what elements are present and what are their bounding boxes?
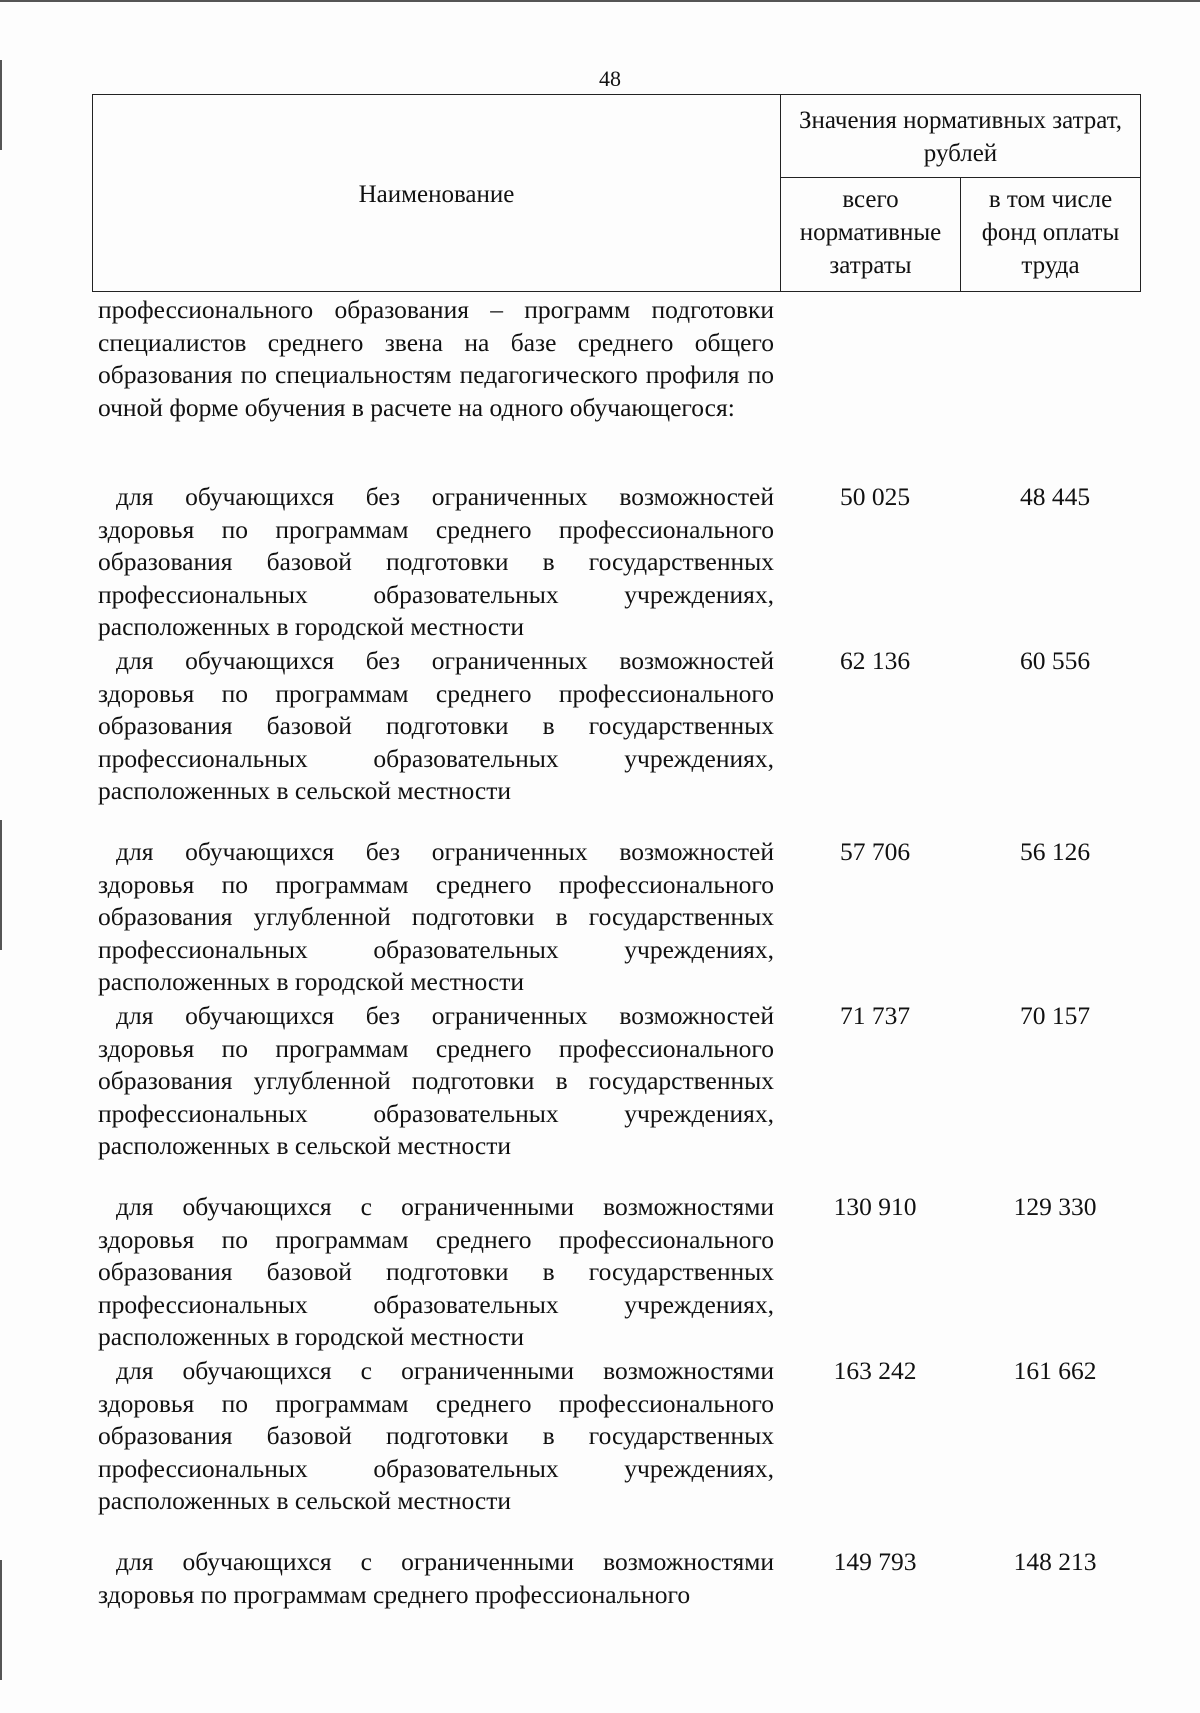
row-total-value: 62 136 [839, 646, 911, 675]
row-total-value: 71 737 [839, 1001, 911, 1030]
row-wage-value: 60 556 [1019, 646, 1091, 675]
row-total-value: 163 242 [833, 1356, 917, 1385]
row-description: для обучающихся с ограниченными возможностями здоровья по программам среднего профессионального [98, 1547, 774, 1609]
scan-edge-top [0, 0, 1200, 2]
row-total-value: 50 025 [839, 482, 911, 511]
column-header-values: Значения нормативных затрат, рублей [781, 95, 1140, 178]
row-wage-value: 161 662 [1013, 1356, 1097, 1385]
column-header-name: Наименование [93, 95, 781, 291]
scan-edge-left [0, 60, 2, 150]
row-wage-value: 129 330 [1013, 1192, 1097, 1221]
intro-paragraph: профессионального образования – программ подготовки специалистов среднего звена на базе среднего общего образования по специальностям педагогического профиля по очной форме обучения в расчете на одного обучающегося: [98, 295, 774, 422]
row-description: для обучающихся без ограниченных возможностей здоровья по программам среднего профессионального образования базовой подготовки в государственных профессиональных образовательных учреждениях, расположенных в городской местности [98, 482, 774, 641]
row-total-value: 149 793 [833, 1547, 917, 1576]
column-header-total: всего нормативные затраты [781, 178, 961, 291]
row-description: для обучающихся без ограниченных возможностей здоровья по программам среднего профессионального образования углубленной подготовки в государственных профессиональных образовательных учреждениях, расположенных в городской местности [98, 837, 774, 996]
page-number: 48 [599, 66, 621, 91]
scan-edge-left-2 [0, 820, 2, 950]
row-total-value: 130 910 [833, 1192, 917, 1221]
row-description: для обучающихся без ограниченных возможностей здоровья по программам среднего профессионального образования базовой подготовки в государственных профессиональных образовательных учреждениях, расположенных в сельской местности [98, 646, 774, 805]
table-header [92, 94, 1141, 292]
row-wage-value: 70 157 [1019, 1001, 1091, 1030]
row-description: для обучающихся с ограниченными возможностями здоровья по программам среднего профессионального образования базовой подготовки в государственных профессиональных образовательных учреждениях, расположенных в сельской местности [98, 1356, 774, 1515]
row-description: для обучающихся без ограниченных возможностей здоровья по программам среднего профессионального образования углубленной подготовки в государственных профессиональных образовательных учреждениях, расположенных в сельской местности [98, 1001, 774, 1160]
column-header-wage: в том числе фонд оплаты труда [981, 186, 1120, 279]
row-wage-value: 148 213 [1013, 1547, 1097, 1576]
row-wage-value: 56 126 [1019, 837, 1091, 866]
scan-edge-left-3 [0, 1560, 2, 1680]
row-total-value: 57 706 [839, 837, 911, 866]
row-wage-value: 48 445 [1019, 482, 1091, 511]
row-description: для обучающихся с ограниченными возможностями здоровья по программам среднего профессионального образования базовой подготовки в государственных профессиональных образовательных учреждениях, расположенных в городской местности [98, 1192, 774, 1351]
